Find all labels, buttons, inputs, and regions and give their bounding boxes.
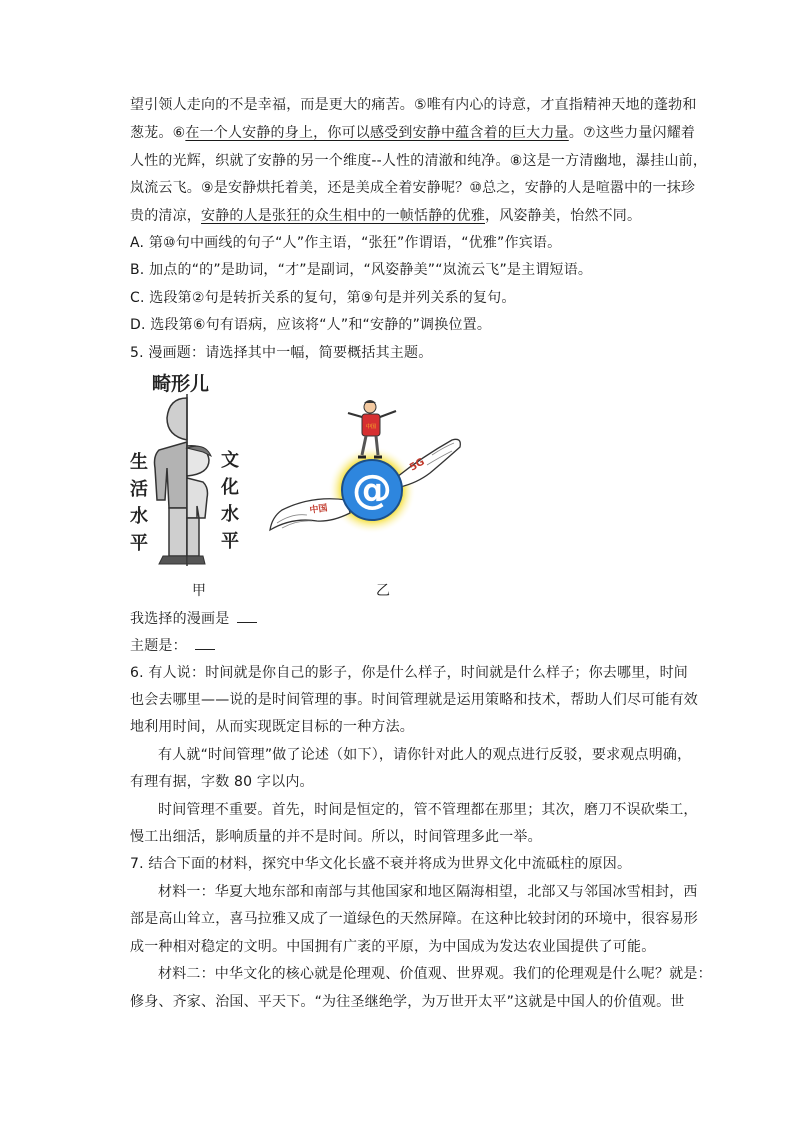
- question-6-line-1: 6. 有人说：时间就是你自己的影子，你是什么样子，时间就是什么样子；你去哪里，时间: [130, 665, 689, 681]
- question-7-line-5: 材料二：中华文化的核心就是伦理观、价值观、世界观。我们的伦理观是什么呢？就是：: [158, 966, 712, 982]
- cartoon-a-left-char-1: 生: [130, 452, 148, 473]
- question-6-line-4: 有人就“时间管理”做了论述（如下），请你针对此人的观点进行反驳，要求观点明确，: [158, 747, 692, 763]
- left-wing-label: 中国: [309, 503, 329, 516]
- question-7-line-3: 部是高山耸立，喜马拉雅又成了一道绿色的天然屏障。在这种比较封闭的环境中，很容易形: [130, 911, 698, 927]
- question-7-line-1: 7. 结合下面的材料，探究中华文化长盛不衰并将成为世界文化中流砥柱的原因。: [130, 856, 632, 872]
- theme-blank[interactable]: [195, 635, 215, 650]
- question-6-line-6: 时间管理不重要。首先，时间是恒定的，管不管理都在那里；其次，磨刀不误砍柴工，: [158, 802, 698, 818]
- question-6-line-2: 也会去哪里——说的是时间管理的事。时间管理就是运用策略和技术，帮助人们尽可能有效: [130, 692, 698, 708]
- question-7-line-6: 修身、齐家、治国、平天下。“为往圣继绝学，为万世开太平”这就是中国人的价值观。世: [130, 994, 685, 1010]
- choice-blank[interactable]: [237, 608, 257, 623]
- cartoon-a-right-char-3: 水: [221, 504, 239, 525]
- cartoon-a-left-char-2: 活: [130, 479, 148, 500]
- question-7-line-2: 材料一：华夏大地东部和南部与其他国家和地区隔海相望，北部又与邻国冰雪相封，西: [158, 884, 698, 900]
- cartoon-a-right-char-4: 平: [221, 531, 239, 552]
- at-symbol: @: [352, 467, 392, 513]
- passage-text: ，风姿静美，怡然不同。: [485, 208, 642, 224]
- passage-line-1: 望引领人走向的不是幸福，而是更大的痛苦。⑤唯有内心的诗意，才直指精神天地的蓬勃和: [130, 97, 697, 113]
- cartoon-a-right-char-1: 文: [221, 450, 239, 471]
- tall-half-figure: [155, 398, 188, 564]
- option-b: B. 加点的“的”是助词，“才”是副词，“风姿静美”“岚流云飞”是主谓短语。: [130, 262, 593, 278]
- cartoon-a-left-char-3: 水: [130, 506, 148, 527]
- question-6-line-5: 有理有据，字数 80 字以内。: [130, 774, 314, 790]
- underlined-sentence-10: 安静的人是张狂的众生相中的一帧恬静的优雅: [201, 208, 485, 224]
- question-6-line-3: 地利用时间，从而实现既定目标的一种方法。: [130, 719, 414, 735]
- question-5: 5. 漫画题：请选择其中一幅，简要概括其主题。: [130, 345, 433, 361]
- passage-text: 。⑦这些力量闪耀着: [568, 125, 696, 141]
- right-wing-label: 5G: [408, 456, 427, 474]
- underlined-sentence-6: 在一个人安静的身上，你可以感受到安静中蕴含着的巨大力量: [185, 125, 569, 141]
- small-half-figure: [187, 446, 211, 564]
- option-a: A. 第⑩句中画线的句子“人”作主语，“张狂”作谓语，“优雅”作宾语。: [130, 235, 562, 251]
- caption-yi: 乙: [376, 583, 390, 599]
- passage-line-2: [130, 123, 695, 143]
- theme-label: 主题是：: [130, 638, 187, 654]
- passage-line-3: 人性的光辉，织就了安静的另一个维度--人性的清澈和纯净。⑧这是一方清幽地，瀑挂山前，: [130, 153, 708, 169]
- choice-label: 我选择的漫画是: [130, 611, 230, 627]
- question-7-line-4: 成一种相对稳定的文明。中国拥有广袤的平原，为中国成为发达农业国提供了可能。: [130, 939, 656, 955]
- option-c: C. 选段第②句是转折关系的复句，第⑨句是并列关系的复句。: [130, 290, 516, 306]
- cartoon-a-right-char-2: 化: [221, 477, 239, 498]
- passage-line-5: [130, 206, 641, 226]
- caption-jia: 甲: [192, 583, 206, 599]
- cartoon-a: [125, 368, 265, 573]
- theme-line: [130, 635, 215, 656]
- passage-line-4: 岚流云飞。⑨是安静烘托着美，还是美成全着安静呢？⑩总之，安静的人是喧嚣中的一抹珍: [130, 180, 696, 196]
- passage-text: 贵的清凉，: [130, 208, 201, 224]
- cartoon-a-left-char-4: 平: [130, 533, 148, 554]
- passage-text: 葱茏。⑥: [130, 125, 186, 141]
- option-d: D. 选段第⑥句有语病，应该将“人”和“安静的”调换位置。: [130, 317, 492, 333]
- cartoon-b: [262, 395, 467, 545]
- question-6-line-7: 慢工出细活，影响质量的并不是时间。所以，时间管理多此一举。: [130, 829, 542, 845]
- cartoon-a-title: 畸形儿: [152, 373, 210, 395]
- shirt-label: 中国: [365, 424, 377, 430]
- choice-line: [130, 608, 257, 629]
